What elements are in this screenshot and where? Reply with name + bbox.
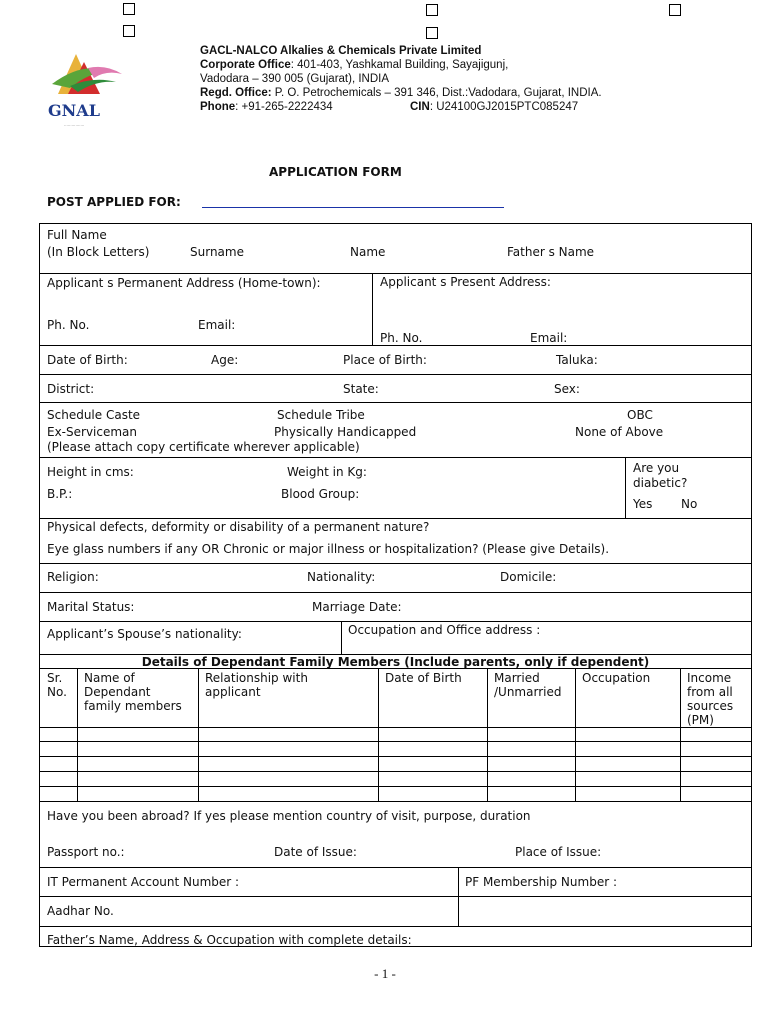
marriage-date-label: Marriage Date: [312, 600, 402, 614]
occupation-address-label: Occupation and Office address : [348, 623, 541, 637]
pan-label: IT Permanent Account Number : [47, 875, 240, 889]
col-married-line2: /Unmarried [494, 685, 562, 699]
form-title: APPLICATION FORM [269, 165, 402, 179]
diabetic-no: No [681, 497, 698, 511]
col-income [687, 671, 733, 727]
col-income-line1: Income [687, 671, 732, 685]
blood-group-label: Blood Group: [281, 487, 360, 501]
present-email-label: Email: [530, 331, 568, 345]
col-name-line3: family members [84, 699, 182, 713]
checkbox-top-4[interactable] [123, 25, 135, 37]
religion-label: Religion: [47, 570, 99, 584]
spouse-nationality-label: Applicant’s Spouse’s nationality: [47, 627, 242, 641]
checkbox-top-5[interactable] [426, 27, 438, 39]
place-of-issue-label: Place of Issue: [515, 845, 602, 859]
post-applied-input[interactable] [202, 207, 504, 208]
corporate-label: Corporate Office [200, 59, 291, 71]
dependants-title: Details of Dependant Family Members (Include parents, only if dependent) [141, 655, 650, 669]
state-label: State: [343, 382, 379, 396]
col-rel-line1: Relationship with [205, 671, 308, 685]
block-letters-label: (In Block Letters) [47, 245, 150, 259]
phone-value: : +91-265-2222434 [235, 101, 333, 113]
col-dependant-name [84, 671, 182, 713]
full-name-label: Full Name [47, 228, 107, 242]
phone-label: Phone [200, 101, 236, 113]
post-applied-label: POST APPLIED FOR: [47, 195, 181, 209]
col-rel-line2: applicant [205, 685, 261, 699]
category-ph: Physically Handicapped [274, 425, 417, 439]
fathers-name-label: Father s Name [507, 245, 595, 259]
regd-address: P. O. Petrochemicals – 391 346, Dist.:Vadodara, Gujarat, INDIA. [271, 87, 602, 99]
category-none: None of Above [575, 425, 664, 439]
logo-text: GNAL [48, 101, 100, 120]
company-name: GACL-NALCO Alkalies & Chemicals Private Limited [200, 45, 482, 57]
category-obc: OBC [627, 408, 653, 422]
category-ex-serviceman: Ex-Serviceman [47, 425, 138, 439]
taluka-label: Taluka: [556, 353, 598, 367]
col-sr [47, 671, 67, 699]
col-married-line1: Married [494, 671, 540, 685]
page-number: - 1 - [374, 966, 396, 981]
col-income-line2: from all [687, 685, 733, 699]
weight-label: Weight in Kg: [287, 465, 367, 479]
father-details-label: Father’s Name, Address & Occupation with complete details: [47, 933, 412, 947]
attach-note: (Please attach copy certificate wherever applicable) [47, 440, 360, 454]
col-income-line3: sources [687, 699, 734, 713]
col-sr-line2: No. [47, 685, 67, 699]
corporate-address-line2: Vadodara – 390 005 (Gujarat), INDIA [200, 73, 390, 85]
pob-label: Place of Birth: [343, 353, 427, 367]
pf-label: PF Membership Number : [465, 875, 617, 889]
passport-label: Passport no.: [47, 845, 125, 859]
bp-label: B.P.: [47, 487, 73, 501]
category-st: Schedule Tribe [277, 408, 365, 422]
nationality-label: Nationality: [307, 570, 376, 584]
diabetic-label-2: diabetic? [633, 476, 688, 490]
perm-phone-label: Ph. No. [47, 318, 90, 332]
surname-label: Surname [190, 245, 244, 259]
aadhar-label: Aadhar No. [47, 904, 114, 918]
category-sc: Schedule Caste [47, 408, 141, 422]
dob-label: Date of Birth: [47, 353, 128, 367]
corporate-address: : 401-403, Yashkamal Building, Sayajigunj, [290, 59, 509, 71]
diabetic-label-1: Are you [633, 461, 680, 475]
col-name-line2: Dependant [84, 685, 151, 699]
col-married [494, 671, 561, 699]
permanent-address-label: Applicant s Permanent Address (Home-town): [47, 276, 321, 290]
district-label: District: [47, 382, 95, 396]
svg-text:................: ................ [64, 122, 85, 127]
sex-label: Sex: [554, 382, 580, 396]
defects-label: Physical defects, deformity or disability of a permanent nature? [47, 520, 430, 534]
name-label: Name [350, 245, 386, 259]
marital-status-label: Marital Status: [47, 600, 135, 614]
domicile-label: Domicile: [500, 570, 557, 584]
col-sr-line1: Sr. [47, 671, 63, 685]
present-phone-label: Ph. No. [380, 331, 423, 345]
checkbox-top-2[interactable] [426, 4, 438, 16]
perm-email-label: Email: [198, 318, 236, 332]
col-relationship [205, 671, 308, 699]
checkbox-top-3[interactable] [669, 4, 681, 16]
col-occupation: Occupation [582, 671, 651, 685]
col-dob: Date of Birth [385, 671, 462, 685]
eye-glass-label: Eye glass numbers if any OR Chronic or major illness or hospitalization? (Please give Details). [47, 542, 610, 556]
cin-label: CIN [410, 101, 430, 113]
date-of-issue-label: Date of Issue: [274, 845, 357, 859]
company-logo [44, 48, 134, 128]
age-label: Age: [211, 353, 239, 367]
col-name-line1: Name of [84, 671, 135, 685]
height-label: Height in cms: [47, 465, 134, 479]
regd-label: Regd. Office: [200, 87, 272, 99]
abroad-label: Have you been abroad? If yes please mention country of visit, purpose, duration [47, 809, 531, 823]
present-address-label: Applicant s Present Address: [380, 275, 551, 289]
diabetic-yes: Yes [633, 497, 653, 511]
cin-value: : U24100GJ2015PTC085247 [429, 101, 579, 113]
col-income-line4: (PM) [687, 713, 714, 727]
checkbox-top-1[interactable] [123, 3, 135, 15]
